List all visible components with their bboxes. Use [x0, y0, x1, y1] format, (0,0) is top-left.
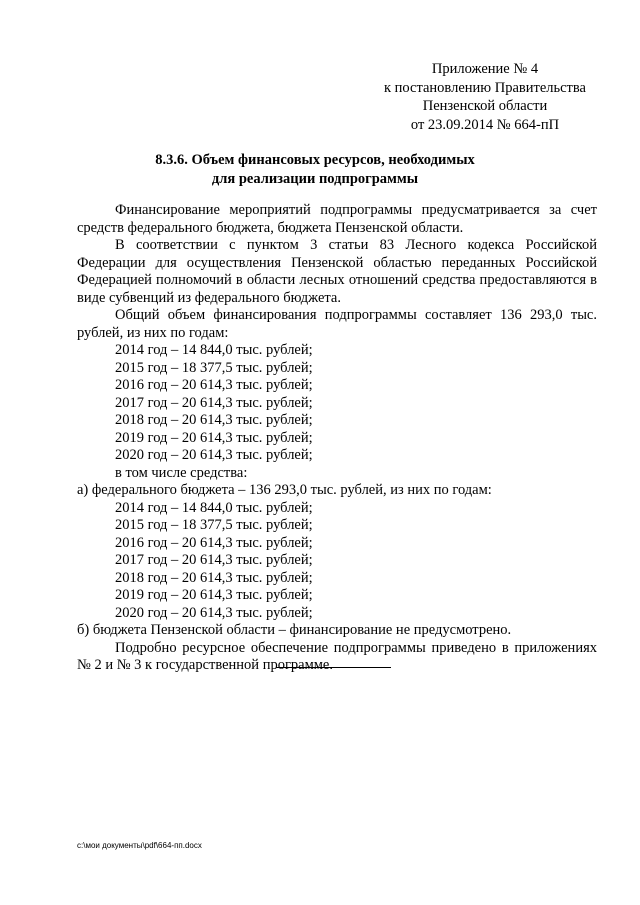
list-item: 2019 год – 20 614,3 тыс. рублей; [115, 587, 313, 603]
including-label: в том числе средства: [115, 464, 248, 481]
appendix-region: Пензенской области [422, 98, 548, 114]
paragraph-resource-provision: Подробно ресурсное обеспечение подпрограммы приведено в приложениях № 2 и № 3 к государственной программе. [77, 639, 597, 673]
list-item: 2018 год – 20 614,3 тыс. рублей; [115, 412, 313, 428]
closing-divider [276, 667, 391, 668]
file-path-footer: c:\мои документы\pdf\664-пп.docx [77, 841, 202, 850]
list-item: 2014 год – 14 844,0 тыс. рублей; [115, 342, 313, 358]
total-funding-by-year-list [77, 342, 597, 465]
list-item: 2019 год – 20 614,3 тыс. рублей; [115, 429, 313, 446]
list-item: 2017 год – 20 614,3 тыс. рублей; [115, 552, 313, 568]
list-item: 2015 год – 18 377,5 тыс. рублей; [115, 517, 313, 533]
paragraph-total-funding: Общий объем финансирования подпрограммы составляет 136 293,0 тыс. рублей, из них по годам: [77, 307, 597, 341]
appendix-number: Приложение № 4 [431, 61, 539, 77]
list-item: 2014 год – 14 844,0 тыс. рублей; [115, 499, 313, 516]
heading-line-2: для реализации подпрограммы [211, 170, 419, 187]
list-item: 2020 год – 20 614,3 тыс. рублей; [115, 447, 313, 463]
paragraph-forest-code: В соответствии с пунктом 3 статьи 83 Лесного кодекса Российской Федерации для осуществления Пензенской областью переданных Российской Федерацией полномочий в области лесных отношений средства предоставляются в виде субвенций из федерального бюджета. [77, 237, 597, 306]
regional-budget-line: б) бюджета Пензенской области – финансирование не предусмотрено. [77, 622, 512, 638]
heading-line-1: 8.3.6. Объем финансовых ресурсов, необходимых [155, 152, 475, 168]
paragraph-funding-sources: Финансирование мероприятий подпрограммы предусматривается за счет средств федерального бюджета, бюджета Пензенской области. [77, 202, 597, 236]
federal-budget-line: а) федерального бюджета – 136 293,0 тыс. рублей, из них по годам: [77, 482, 492, 498]
list-item: 2016 год – 20 614,3 тыс. рублей; [115, 534, 313, 551]
list-item: 2016 год – 20 614,3 тыс. рублей; [115, 377, 313, 393]
list-item: 2017 год – 20 614,3 тыс. рублей; [115, 394, 313, 411]
list-item: 2015 год – 18 377,5 тыс. рублей; [115, 359, 313, 376]
list-item: 2020 год – 20 614,3 тыс. рублей; [115, 604, 313, 621]
appendix-resolution: к постановлению Правительства [384, 79, 586, 96]
appendix-date-number: от 23.09.2014 № 664-пП [410, 116, 560, 133]
federal-funding-by-year-list [77, 500, 597, 623]
document-body [77, 202, 597, 675]
appendix-block [360, 60, 610, 134]
section-heading [80, 151, 550, 188]
list-item: 2018 год – 20 614,3 тыс. рублей; [115, 569, 313, 586]
